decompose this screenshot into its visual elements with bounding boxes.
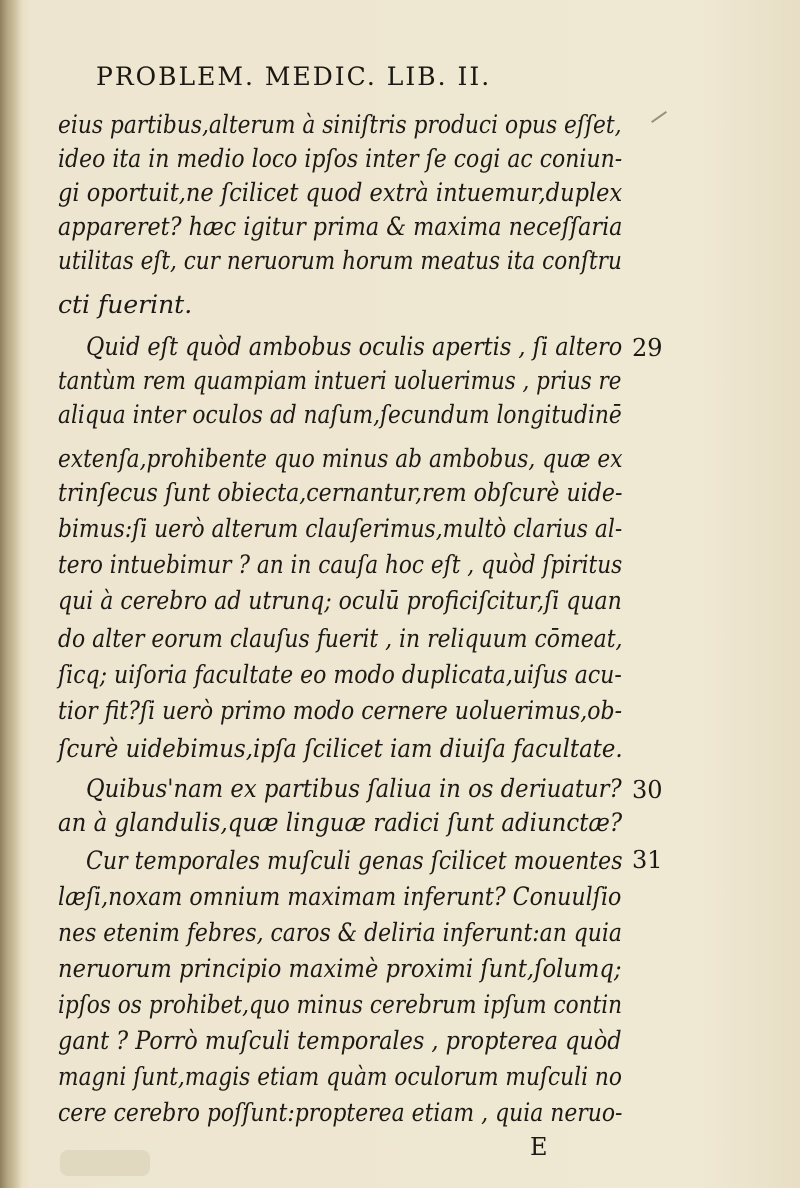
ink-bleed-through: [60, 1150, 150, 1176]
text-line: ſicq; uiſoria facultate eo modo duplicata,uiſus acu-: [58, 660, 622, 689]
text-line: gant ? Porrò muſculi temporales , propterea quòd: [58, 1026, 622, 1055]
text-line: magni ſunt,magis etiam quàm oculorum muſculi no: [58, 1062, 622, 1091]
text-line: cti fuerint.: [58, 290, 193, 319]
text-line: eius partibus,alterum à siniſtris produci opus eſſet,: [58, 110, 622, 139]
text-line: bimus:ſi uerò alterum clauſerimus,multò clarius al-: [58, 514, 623, 543]
text-line: tior fit?ſi uerò primo modo cernere uoluerimus,ob-: [58, 696, 623, 725]
text-line: appareret? hæc igitur prima & maxima neceſſaria: [58, 212, 623, 241]
text-line: utilitas eſt, cur neruorum horum meatus ita conſtru: [58, 246, 622, 275]
margin-problem-number: 30: [632, 776, 663, 804]
text-line: aliqua inter oculos ad naſum,ſecundum longitudinē: [58, 400, 622, 429]
signature-mark: E: [530, 1133, 548, 1161]
text-line: nes etenim febres, caros & deliria inferunt:an quia: [58, 918, 622, 947]
text-line: do alter eorum clauſus fuerit , in reliquum cōmeat,: [58, 624, 623, 653]
text-line: trinſecus ſunt obiecta,cernantur,rem obſcurè uide-: [58, 478, 623, 507]
text-line: tero intuebimur ? an in cauſa hoc eſt , quòd ſpiritus: [58, 550, 623, 579]
running-head: PROBLEM. MEDIC. LIB. II.: [96, 62, 492, 91]
text-line: neruorum principio maximè proximi ſunt,ſolumq;: [58, 954, 622, 983]
text-line: Quid eſt quòd ambobus oculis apertis , ſi altero: [86, 332, 623, 361]
text-line: tantùm rem quampiam intueri uoluerimus , prius re: [58, 366, 622, 395]
page-gutter: [0, 0, 22, 1188]
text-line: Quibus'nam ex partibus ſaliua in os deriuatur?: [86, 774, 622, 803]
text-line: ideo ita in medio loco ipſos inter ſe cogi ac coniun-: [58, 144, 623, 173]
text-line: Cur temporales muſculi genas ſcilicet mouentes: [86, 846, 623, 875]
text-line: qui à cerebro ad utrunq; oculū proficiſcitur,ſi quan: [58, 586, 622, 615]
margin-problem-number: 31: [632, 846, 663, 874]
text-line: cere cerebro poſſunt:propterea etiam , quia neruo-: [58, 1098, 623, 1127]
text-line: ſcurè uidebimus,ipſa ſcilicet iam diuiſa facultate.: [58, 734, 623, 763]
text-line: an à glandulis,quæ linguæ radici ſunt adiunctæ?: [58, 808, 623, 837]
text-line: læſi,noxam omnium maximam inferunt? Conuulſio: [58, 882, 622, 911]
margin-problem-number: 29: [632, 334, 663, 362]
text-line: gi oportuit,ne ſcilicet quod extrà intuemur,duplex: [58, 178, 623, 207]
text-line: extenſa,prohibente quo minus ab ambobus, quæ ex: [58, 444, 623, 473]
stray-ink-mark: [651, 111, 667, 123]
text-line: ipſos os prohibet,quo minus cerebrum ipſum contin: [58, 990, 623, 1019]
